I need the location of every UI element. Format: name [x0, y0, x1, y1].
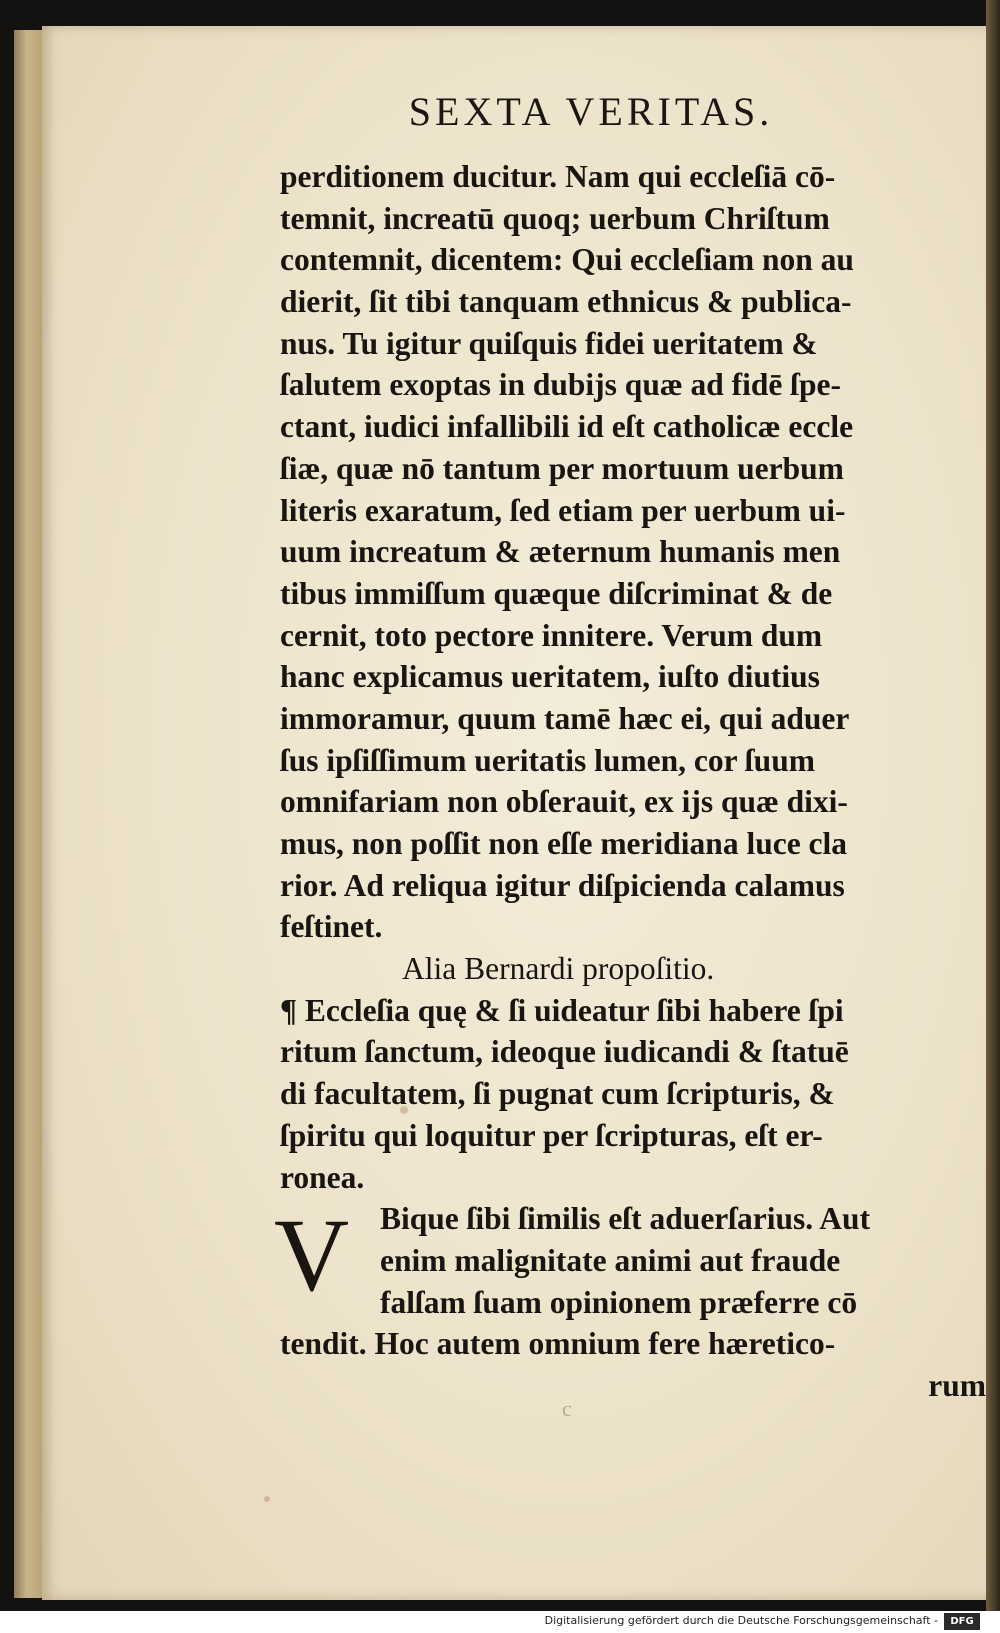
- dfg-logo: DFG: [944, 1613, 980, 1630]
- text-line: dierit, ſit tibi tanquam ethnicus & publica-: [280, 284, 852, 320]
- section-heading: Alia Bernardi propoſitio.: [402, 951, 715, 987]
- signature-mark: c: [562, 1396, 572, 1421]
- proposition-line: ſpiritu qui loquitur per ſcripturas, eſt er-: [280, 1117, 823, 1153]
- text-line: immoramur, quum tamē hæc ei, qui aduer: [280, 700, 850, 736]
- proposition-line: ¶ Eccleſia quę & ſi uideatur ſibi habere ſpi: [280, 992, 844, 1028]
- text-line: ſalutem exoptas in dubijs quæ ad fidē ſpe-: [280, 367, 841, 403]
- text-line: mus, non poſſit non eſſe meridiana luce cla: [280, 826, 848, 861]
- text-line: cernit, toto pectore innitere. Verum dum: [280, 617, 823, 653]
- text-line: Bique ſibi ſimilis eſt aduerſarius. Aut: [380, 1201, 871, 1237]
- text-line: tibus immiſſum quæque diſcriminat & de: [280, 575, 833, 611]
- text-line: literis exaratum, ſed etiam per uerbum ui-: [280, 492, 846, 528]
- text-line: enim malignitate animi aut fraude: [380, 1242, 841, 1278]
- text-line: hanc explicamus ueritatem, iuſto diutius: [280, 659, 820, 695]
- foxing-spot: [264, 1496, 270, 1502]
- book-spine-edge: [986, 0, 1000, 1633]
- text-line: ſiæ, quæ nō tantum per mortuum uerbum: [280, 450, 844, 486]
- initial-paragraph: [274, 1198, 996, 1323]
- text-line: falſam ſuam opinionem præferre cō: [380, 1284, 858, 1320]
- text-line: perditionem ducitur. Nam qui eccleſiā cō-: [280, 159, 836, 194]
- running-head: SEXTA VERITAS.: [408, 89, 774, 134]
- proposition-line: ronea.: [280, 1159, 365, 1195]
- text-line: rior. Ad reliqua igitur diſpicienda calamus: [280, 867, 845, 903]
- text-line: uum increatum & æternum humanis men: [280, 534, 841, 570]
- text-line: nus. Tu igitur quiſquis fidei ueritatem &: [280, 325, 818, 361]
- proposition-line: ritum ſanctum, ideoque iudicandi & ſtatuē: [280, 1034, 849, 1070]
- proposition-line: di facultatem, ſi pugnat cum ſcripturis, &: [280, 1076, 835, 1112]
- text-line: contemnit, dicentem: Qui eccleſiam non au: [280, 242, 854, 278]
- text-block: [274, 156, 996, 1407]
- text-line: tendit. Hoc autem omnium fere hæretico-: [280, 1326, 836, 1362]
- text-line: feſtinet.: [280, 909, 383, 945]
- foxing-spot: [400, 1106, 408, 1114]
- catchword: rum: [928, 1367, 986, 1403]
- drop-initial: V: [274, 1198, 350, 1314]
- text-line: temnit, increatū quoq; uerbum Chriſtum: [280, 200, 830, 236]
- text-line: omnifariam non obſerauit, ex ijs quæ dixi-: [280, 784, 848, 820]
- text-line: ctant, iudici infallibili id eſt catholicæ eccle: [280, 409, 854, 445]
- text-line: ſus ipſiſſimum ueritatis lumen, cor ſuum: [280, 742, 815, 778]
- book-page: [42, 26, 994, 1600]
- funding-credit: Digitalisierung gefördert durch die Deutsche Forschungsgemeinschaft -: [544, 1614, 938, 1627]
